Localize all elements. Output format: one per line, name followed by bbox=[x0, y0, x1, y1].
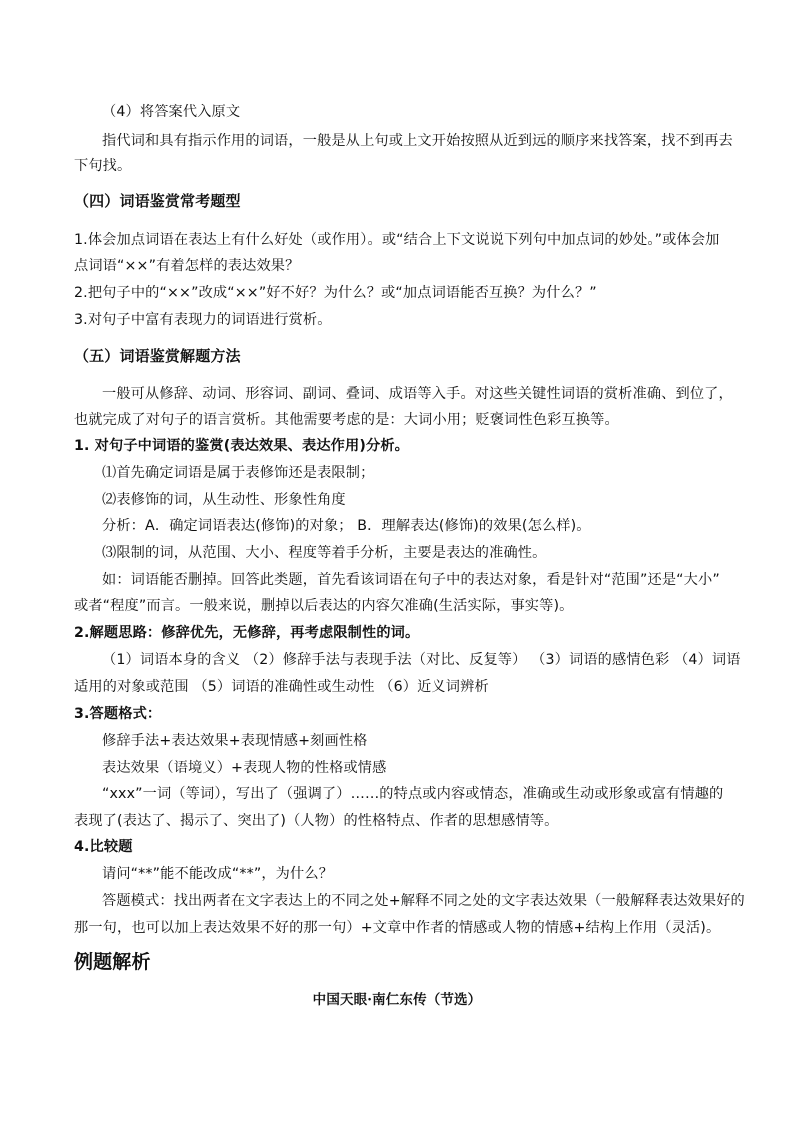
question-type-1: 1.体会加点词语在表达上有什么好处（或作用）。或“结合上下文说说下列句中加点词的妙处。”或体会加 bbox=[74, 232, 720, 248]
method-heading-2: 2.解题思路：修辞优先，无修辞，再考虑限制性的词。 bbox=[74, 625, 420, 641]
paragraph-line: 下句找。 bbox=[74, 158, 132, 174]
method-example-cont: 或者“程度”而言。一般来说，删掉以后表达的内容欠准确(生活实际，事实等)。 bbox=[74, 598, 574, 614]
question-type-1-cont: 点词语“××”有着怎样的表达效果？ bbox=[74, 258, 300, 274]
step-4-line: （4）将答案代入原文 bbox=[102, 104, 241, 120]
question-type-3: 3.对句子中富有表现力的词语进行赏析。 bbox=[74, 312, 332, 328]
method-heading-1: 1. 对句子中词语的鉴赏(表达效果、表达作用)分析。 bbox=[74, 438, 410, 454]
method-heading-3: 3.答题格式： bbox=[74, 706, 162, 722]
answer-format: 表达效果（语境义）+表现人物的性格或情感 bbox=[102, 760, 387, 776]
section-heading-4: （四）词语鉴赏常考题型 bbox=[74, 192, 241, 210]
answer-format: “xxx”一词（等词），写出了（强调了）……的特点或内容或情态，准确或生动或形象或富有情趣的 bbox=[102, 786, 724, 802]
method-example: 如：词语能否删掉。回答此类题，首先看该词语在句子中的表达对象，看是针对“范围”还是“大小” bbox=[102, 572, 720, 588]
method-step: ⑴首先确定词语是属于表修饰还是表限制； bbox=[102, 465, 375, 481]
method-points-cont: 适用的对象或范围 （5）词语的准确性或生动性 （6）近义词辨析 bbox=[74, 679, 489, 695]
section-heading-5: （五）词语鉴赏解题方法 bbox=[74, 347, 241, 365]
paragraph-line: 指代词和具有指示作用的词语，一般是从上句或上文开始按照从近到远的顺序来找答案，找不到再去 bbox=[102, 133, 733, 149]
method-points: （1）词语本身的含义 （2）修辞手法与表现手法（对比、反复等） （3）词语的感情色彩 （4）词语 bbox=[102, 652, 741, 668]
question-type-2: 2.把句子中的“××”改成“××”好不好？为什么？或“加点词语能否互换？为什么？” bbox=[74, 285, 597, 301]
answer-format-cont: 表现了(表达了、揭示了、突出了)（人物）的性格特点、作者的思想感情等。 bbox=[74, 813, 559, 829]
method-heading-4: 4.比较题 bbox=[74, 839, 133, 855]
intro-line: 一般可从修辞、动词、形容词、副词、叠词、成语等入手。对这些关键性词语的赏析准确、到位了， bbox=[102, 386, 733, 402]
intro-line: 也就完成了对句子的语言赏析。其他需要考虑的是：大词小用；贬褒词性色彩互换等。 bbox=[74, 412, 619, 428]
answer-format: 修辞手法+表达效果+表现情感+刻画性格 bbox=[102, 733, 368, 749]
answer-mode: 答题模式：找出两者在文字表达上的不同之处+解释不同之处的文字表达效果（一般解释表达效果好的 bbox=[102, 893, 745, 909]
method-step: ⑵表修饰的词，从生动性、形象性角度 bbox=[102, 492, 346, 508]
example-heading: 例题解析 bbox=[74, 951, 151, 973]
article-title: 中国天眼·南仁东传（节选） bbox=[312, 992, 482, 1008]
comparison-question: 请问“**”能不能改成“**”，为什么？ bbox=[102, 866, 334, 882]
method-analysis: 分析：A．确定词语表达(修饰)的对象； B．理解表达(修饰)的效果(怎么样)。 bbox=[102, 518, 591, 534]
answer-mode-cont: 那一句，也可以加上表达效果不好的那一句）+文章中作者的情感或人物的情感+结构上作用（灵活)。 bbox=[74, 920, 721, 936]
method-step: ⑶限制的词，从范围、大小、程度等着手分析，主要是表达的准确性。 bbox=[102, 545, 547, 561]
